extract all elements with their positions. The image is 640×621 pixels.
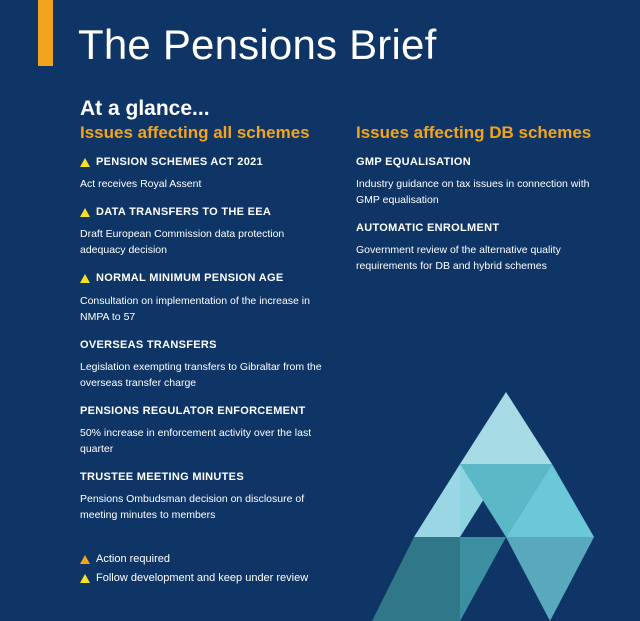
- item-title: TRUSTEE MEETING MINUTES: [80, 470, 244, 483]
- item-title: PENSIONS REGULATOR ENFORCEMENT: [80, 404, 306, 417]
- list-item: [80, 339, 332, 391]
- item-description: Pensions Ombudsman decision on disclosure of meeting minutes to members: [80, 493, 305, 522]
- list-item: [356, 156, 608, 208]
- action-required-icon: [80, 208, 90, 217]
- item-title: PENSION SCHEMES ACT 2021: [96, 156, 263, 168]
- item-description: Act receives Royal Assent: [80, 178, 202, 191]
- item-title: DATA TRANSFERS TO THE EEA: [96, 206, 272, 219]
- action-required-icon: [80, 274, 90, 283]
- legend: [80, 553, 308, 591]
- list-item: [80, 272, 332, 324]
- item-title: GMP EQUALISATION: [356, 156, 472, 168]
- item-description: Industry guidance on tax issues in connection with GMP equalisation: [356, 178, 590, 207]
- legend-follow-development: [80, 572, 308, 584]
- pyramid-left-edge-segment: [414, 464, 460, 537]
- accent-bar: [38, 0, 53, 66]
- page-title: The Pensions Brief: [78, 21, 437, 68]
- list-item: [80, 471, 332, 523]
- at-a-glance-heading: At a glance...: [80, 97, 210, 120]
- warning-triangle-icon: [80, 555, 90, 564]
- legend-label: Action required: [96, 553, 170, 565]
- item-description: Consultation on implementation of the increase in NMPA to 57: [80, 294, 310, 323]
- legend-action-required: [80, 553, 308, 565]
- pyramid-base-right-segment: [506, 537, 594, 621]
- all-schemes-list: [80, 156, 332, 537]
- pyramid-top-segment: [460, 392, 552, 464]
- pyramid-base-inner-segment: [460, 537, 506, 621]
- db-schemes-list: [356, 156, 608, 288]
- warning-triangle-icon: [80, 574, 90, 583]
- action-required-icon: [80, 158, 90, 167]
- list-item: [356, 222, 608, 274]
- item-description: Draft European Commission data protection adequacy decision: [80, 228, 285, 257]
- pyramid-logo: [372, 392, 640, 621]
- list-item: [80, 206, 332, 258]
- item-title: NORMAL MINIMUM PENSION AGE: [96, 272, 284, 285]
- db-schemes-heading: Issues affecting DB schemes: [356, 123, 592, 142]
- list-item: [80, 156, 332, 192]
- item-description: 50% increase in enforcement activity over the last quarter: [80, 426, 312, 455]
- legend-label: Follow development and keep under review: [96, 572, 309, 584]
- item-title: AUTOMATIC ENROLMENT: [356, 222, 500, 235]
- all-schemes-heading: Issues affecting all schemes: [80, 123, 310, 142]
- item-description: Legislation exempting transfers to Gibraltar from the overseas transfer charge: [80, 360, 322, 389]
- list-item: [80, 405, 332, 457]
- item-description: Government review of the alternative quality requirements for DB and hybrid schemes: [356, 244, 561, 273]
- item-title: OVERSEAS TRANSFERS: [80, 338, 217, 351]
